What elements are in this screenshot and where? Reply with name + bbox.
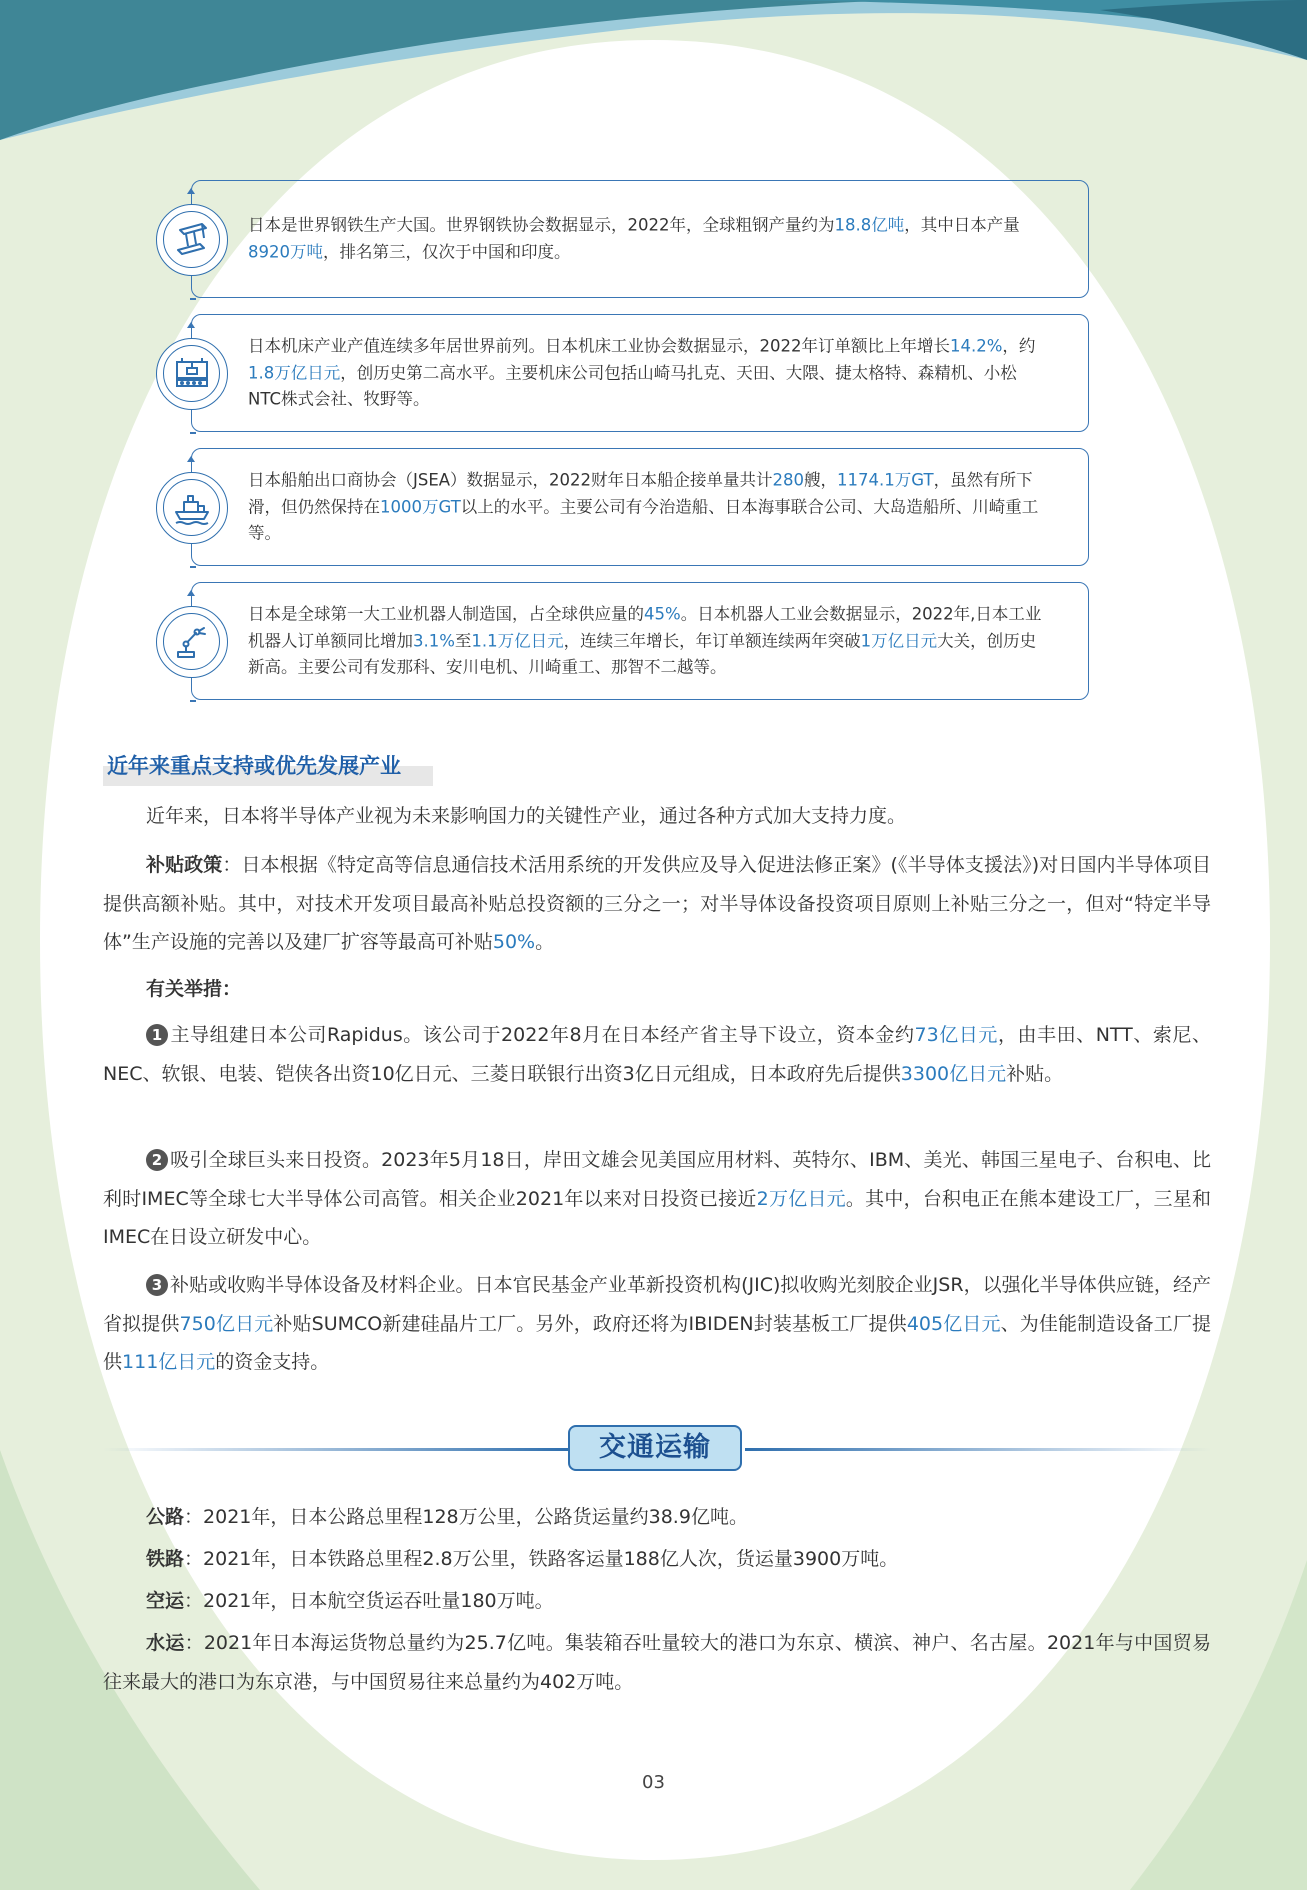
transport-rail <box>103 1540 1211 1579</box>
robot-arm-icon <box>172 622 212 662</box>
text-run: ，排名第三，仅次于中国和印度。 <box>323 242 571 261</box>
text-run: 的资金支持。 <box>215 1351 330 1373</box>
bold-label: 空运 <box>146 1590 185 1612</box>
text-run: 艘， <box>804 470 838 490</box>
text-run: 补贴SUMCO新建硅晶片工厂。另外，政府还将为IBIDEN封装基板工厂提供 <box>273 1312 907 1335</box>
highlight-figure: 280 <box>772 470 805 490</box>
bold-label: 铁路 <box>146 1548 185 1570</box>
item-number-badge: 3 <box>146 1274 168 1296</box>
text-run: ，约 <box>1002 336 1036 356</box>
text-run: 补贴或收购半导体设备及材料企业。日本官民基金产业革新投资机构(JIC)拟收购光刻胶企业JSR，以强化半导体供应链，经产省拟提供 <box>103 1274 1211 1335</box>
info-card-shipbuilding <box>191 448 1089 566</box>
transport-road <box>103 1498 1211 1537</box>
highlight-figure: 3300亿日元 <box>900 1062 1007 1085</box>
card-text <box>248 213 1052 266</box>
measure-item <box>103 1266 1211 1382</box>
transport-air <box>103 1582 1211 1621</box>
connector-tick <box>190 432 196 434</box>
machine-tool-icon-badge <box>156 338 228 410</box>
text-run: ：2021年，日本航空货运吞吐量180万吨。 <box>184 1590 554 1612</box>
text-run: 日本机床产业产值连续多年居世界前列。日本机床工业协会数据显示，2022年订单额比上年增长 <box>248 336 950 356</box>
text-run: ：2021年，日本铁路总里程2.8万公里，铁路客运量188亿人次，货运量3900万吨。 <box>184 1548 899 1570</box>
measures-heading <box>103 970 1211 1009</box>
highlight-figure: 750亿日元 <box>179 1312 274 1335</box>
page-number: 03 <box>642 1772 665 1793</box>
text-run: 、为佳能制造设备工厂提供 <box>103 1312 1211 1373</box>
text-run: ，连续三年增长，年订单额连续两年突破 <box>563 630 861 650</box>
info-card-robotics <box>191 582 1089 700</box>
text-run: ，虽然有所下滑，但仍然保持在 <box>248 470 1033 516</box>
text-run: 主导组建日本公司Rapidus。该公司于2022年8月在日本经产省主导下设立，资本金约 <box>170 1024 915 1046</box>
bold-label: 水运 <box>146 1632 185 1654</box>
card-text <box>248 601 1052 681</box>
text-run: 以上的水平。主要公司有今治造船、日本海事联合公司、大岛造船所、川崎重工等。 <box>248 496 1039 543</box>
intro-paragraph <box>103 797 1211 836</box>
text-run: ：2021年日本海运货物总量约为25.7亿吨。集装箱吞吐量较大的港口为东京、横滨、神户、名古屋。2021年与中国贸易往来最大的港口为东京港，与中国贸易往来总量约为402万吨。 <box>103 1632 1211 1693</box>
card-text <box>248 333 1052 413</box>
robot-arm-icon-badge <box>156 606 228 678</box>
banner-line-right <box>745 1448 1211 1451</box>
text-run: 近年来，日本将半导体产业视为未来影响国力的关键性产业，通过各种方式加大支持力度。 <box>146 805 907 827</box>
ship-icon-badge <box>156 472 228 544</box>
highlight-figure: 3.1% <box>413 630 455 650</box>
highlight-figure: 1万亿日元 <box>860 630 938 650</box>
text-run: ，其中日本产量 <box>904 215 1020 235</box>
highlight-figure: 14.2% <box>950 336 1003 356</box>
item-number-badge: 1 <box>146 1024 168 1046</box>
text-run: ，由丰田、NTT、索尼、NEC、软银、电装、铠侠各出资10亿日元、三菱日联银行出资3亿日元组成，日本政府先后提供 <box>103 1024 1211 1085</box>
text-run: 。日本机器人工业会数据显示，2022年,日本工业机器人订单额同比增加 <box>248 604 1042 650</box>
text-run: 大关，创历史新高。主要公司有发那科、安川电机、川崎重工、那智不二越等。 <box>248 630 1037 677</box>
bold-label: 补贴政策 <box>146 854 223 876</box>
connector-tick <box>190 566 196 568</box>
text-run: ：日本根据《特定高等信息通信技术活用系统的开发供应及导入促进法修正案》(《半导体支援法》)对日国内半导体项目提供高额补贴。其中，对技术开发项目最高补贴总投资额的三分之一；对半导体设备投资项目原则上补贴三分之一，但对“特定半导体”生产设施的完善以及建厂扩容等最高可补贴 <box>103 854 1211 953</box>
highlight-figure: 1000万GT <box>380 496 461 516</box>
steel-beam-icon-badge <box>156 204 228 276</box>
section-title-text: 近年来重点支持或优先发展产业 <box>107 754 401 778</box>
measure-item <box>103 1141 1211 1257</box>
highlight-figure: 1174.1万GT <box>837 470 934 490</box>
highlight-figure: 45% <box>644 604 681 624</box>
machine-tool-icon <box>172 354 212 394</box>
subsidy-policy-paragraph <box>103 846 1211 962</box>
text-run: 日本是全球第一大工业机器人制造国，占全球供应量的 <box>248 604 644 624</box>
transport-water <box>103 1624 1211 1701</box>
text-run: 日本船舶出口商协会（JSEA）数据显示，2022财年日本船企接单量共计 <box>248 470 773 490</box>
item-number-badge: 2 <box>146 1149 168 1171</box>
highlight-figure: 8920万吨 <box>248 242 323 261</box>
text-run: ，创历史第二高水平。主要机床公司包括山崎马扎克、天田、大隈、捷太格特、森精机、小松 NTC株式会社、牧野等。 <box>248 362 1017 409</box>
info-card-steel <box>191 180 1089 298</box>
text-run: 。 <box>535 931 555 953</box>
highlight-figure: 1.1万亿日元 <box>471 630 564 650</box>
text-run: 日本是世界钢铁生产大国。世界钢铁协会数据显示，2022年，全球粗钢产量约为 <box>248 215 835 235</box>
banner-line-left <box>103 1448 569 1451</box>
highlight-figure: 2万亿日元 <box>756 1187 846 1210</box>
ship-icon <box>172 488 212 528</box>
text-run: 至 <box>454 630 472 650</box>
bold-label: 公路 <box>146 1506 185 1528</box>
connector-tick <box>190 298 196 300</box>
highlight-figure: 1.8万亿日元 <box>248 362 341 382</box>
steel-beam-icon <box>172 220 212 260</box>
text-run: 补贴。 <box>1006 1062 1064 1085</box>
highlight-figure: 18.8亿吨 <box>834 215 905 235</box>
highlight-figure: 111亿日元 <box>122 1351 216 1373</box>
transport-section-banner <box>103 1424 1211 1474</box>
highlight-figure: 50% <box>492 931 536 953</box>
info-card-machine-tool <box>191 314 1089 432</box>
text-run: 。其中，台积电正在熊本建设工厂，三星和IMEC在日设立研发中心。 <box>103 1187 1211 1248</box>
banner-title: 交通运输 <box>568 1425 742 1471</box>
text-run: ：2021年，日本公路总里程128万公里，公路货运量约38.9亿吨。 <box>184 1506 748 1528</box>
measure-item <box>103 1016 1211 1093</box>
highlight-figure: 73亿日元 <box>914 1024 998 1046</box>
bold-label: 有关举措： <box>146 978 242 1000</box>
card-text <box>248 467 1052 547</box>
connector-tick <box>190 700 196 702</box>
text-run: 吸引全球巨头来日投资。2023年5月18日，岸田文雄会见美国应用材料、英特尔、IBM、美光、韩国三星电子、台积电、比利时IMEC等全球七大半导体公司高管。相关企业2021年以来对日投资已接近 <box>103 1149 1211 1210</box>
highlight-figure: 405亿日元 <box>906 1312 1001 1335</box>
